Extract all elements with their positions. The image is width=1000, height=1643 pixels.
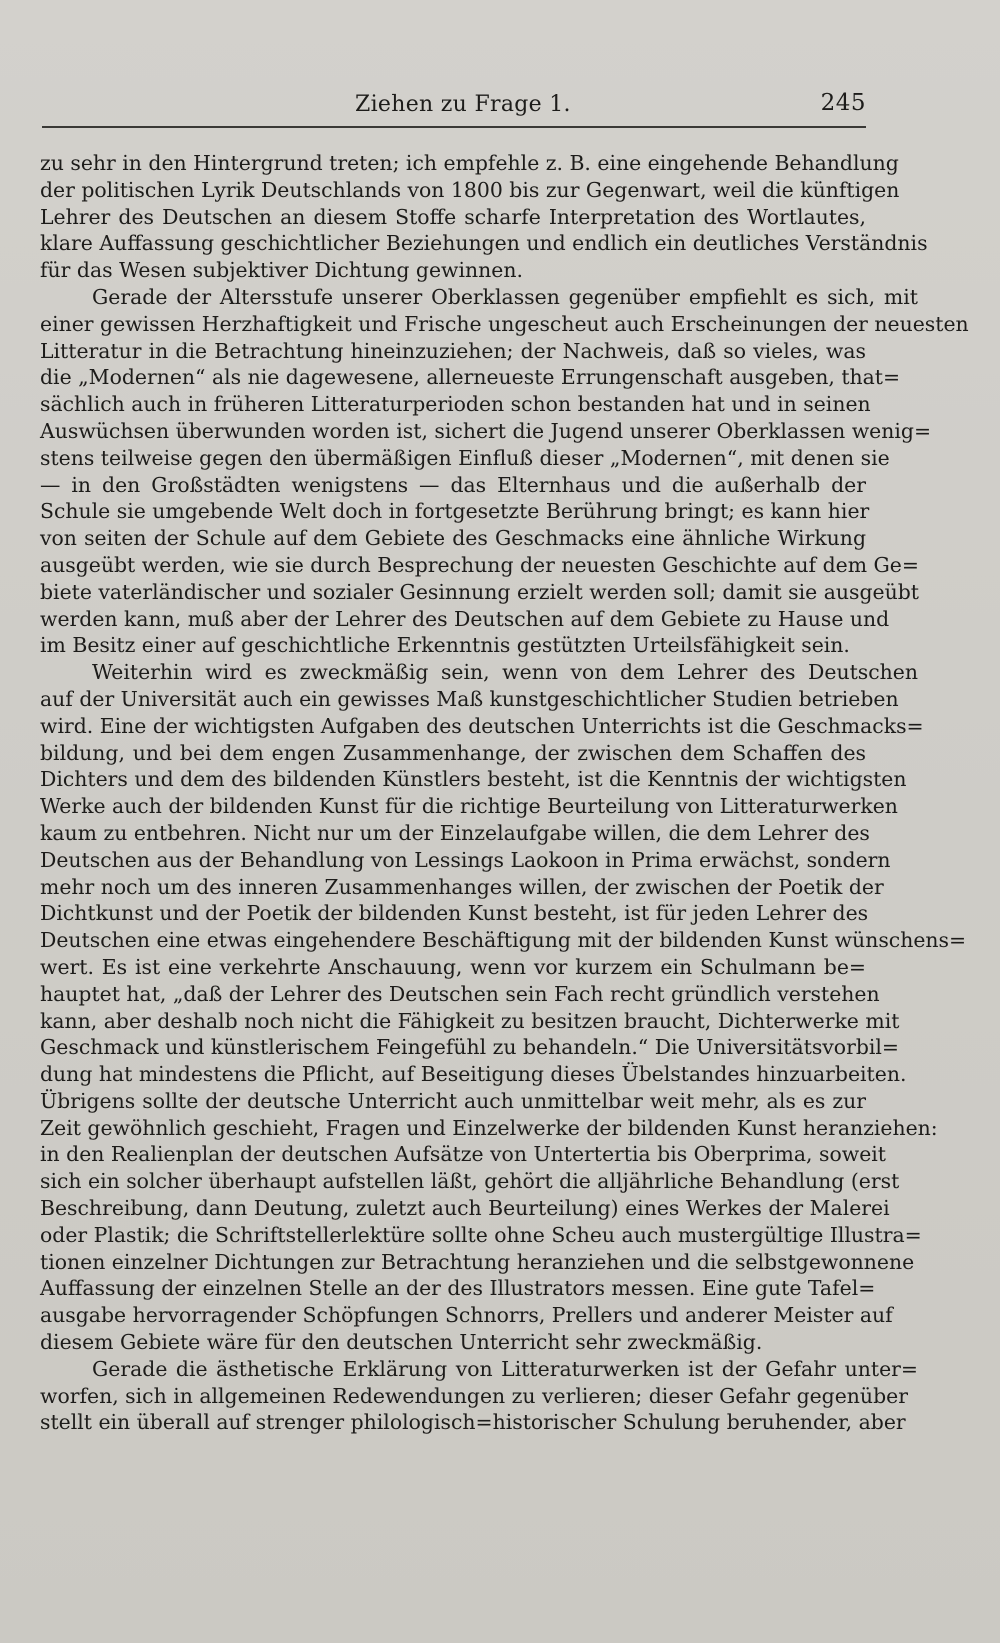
text-line: Lehrer des Deutschen an diesem Stoffe scharfe Interpretation des Wortlautes, — [40, 204, 866, 229]
text-line: Werke auch der bildenden Kunst für die richtige Beurteilung von Litteraturwerken — [40, 794, 898, 819]
text-line: ausgabe hervorragender Schöpfungen Schnorrs, Prellers und anderer Meister auf — [40, 1303, 893, 1328]
text-line: im Besitz einer auf geschichtliche Erkenntnis gestützten Urteilsfähigkeit sein. — [40, 633, 850, 658]
text-line: tionen einzelner Dichtungen zur Betrachtung heranziehen und die selbstgewonnene — [40, 1249, 915, 1274]
page-number: 245 — [820, 90, 866, 116]
text-line: Gerade der Altersstufe unserer Oberklassen gegenüber empfiehlt es sich, mit — [92, 284, 918, 309]
text-line: stellt ein überall auf strenger philologisch=historischer Schulung beruhender, aber — [40, 1410, 906, 1435]
text-line: sächlich auch in früheren Litteraturperioden schon bestanden hat und in seinen — [40, 392, 871, 417]
paragraph — [40, 150, 928, 284]
text-line: bildung, und bei dem engen Zusammenhange, der zwischen dem Schaffen des — [40, 740, 866, 765]
text-line: dung hat mindestens die Pflicht, auf Beseitigung dieses Übelstandes hinzuarbeiten. — [40, 1062, 907, 1087]
text-line: zu sehr in den Hintergrund treten; ich empfehle z. B. eine eingehende Behandlung — [40, 151, 899, 175]
text-line: hauptet hat, „daß der Lehrer des Deutschen sein Fach recht gründlich verstehen — [40, 981, 880, 1006]
text-line: biete vaterländischer und sozialer Gesinnung erzielt werden soll; damit sie ausgeübt — [40, 579, 919, 604]
text-line: diesem Gebiete wäre für den deutschen Unterricht sehr zweckmäßig. — [40, 1330, 763, 1355]
text-line: Dichters und dem des bildenden Künstlers besteht, ist die Kenntnis der wichtigsten — [40, 767, 907, 792]
text-line: sich ein solcher überhaupt aufstellen läßt, gehört die alljährliche Behandlung (erst — [40, 1169, 900, 1194]
text-line: auf der Universität auch ein gewisses Maß kunstgeschichtlicher Studien betrieben — [40, 686, 899, 711]
header-rule — [42, 126, 866, 128]
text-line: einer gewissen Herzhaftigkeit und Frische ungescheut auch Erscheinungen der neuesten — [40, 311, 969, 336]
text-line: Geschmack und künstlerischem Feingefühl zu behandeln.“ Die Universitätsvorbil= — [40, 1035, 900, 1060]
text-line: wert. Es ist eine verkehrte Anschauung, wenn vor kurzem ein Schulmann be= — [40, 954, 866, 979]
text-line: worfen, sich in allgemeinen Redewendungen zu verlieren; dieser Gefahr gegenüber — [40, 1383, 908, 1408]
paragraph — [40, 284, 969, 659]
paragraph — [40, 1356, 918, 1436]
text-line: ausgeübt werden, wie sie durch Besprechung der neuesten Geschichte auf dem Ge= — [40, 552, 919, 577]
text-line: oder Plastik; die Schriftstellerlektüre sollte ohne Scheu auch mustergültige Illustra= — [40, 1222, 922, 1247]
running-header — [40, 92, 866, 126]
text-line: werden kann, muß aber der Lehrer des Deutschen auf dem Gebiete zu Hause und — [40, 606, 890, 631]
text-line: klare Auffassung geschichtlicher Beziehungen und endlich ein deutliches Verständnis — [40, 231, 928, 256]
text-line: Deutschen aus der Behandlung von Lessings Laokoon in Prima erwächst, sondern — [40, 847, 891, 872]
text-line: in den Realienplan der deutschen Aufsätze von Untertertia bis Oberprima, soweit — [40, 1142, 886, 1167]
text-line: mehr noch um des inneren Zusammenhanges willen, der zwischen der Poetik der — [40, 874, 884, 899]
text-line: Zeit gewöhnlich geschieht, Fragen und Einzelwerke der bildenden Kunst heranziehen: — [40, 1115, 938, 1140]
text-line: Auswüchsen überwunden worden ist, sichert die Jugend unserer Oberklassen wenig= — [40, 418, 932, 443]
paragraph — [40, 659, 967, 1356]
text-line: — in den Großstädten wenigstens — das Elternhaus und die außerhalb der — [40, 472, 866, 497]
text-line: von seiten der Schule auf dem Gebiete des Geschmacks eine ähnliche Wirkung — [40, 526, 866, 551]
text-line: stens teilweise gegen den übermäßigen Einfluß dieser „Modernen“, mit denen sie — [40, 445, 890, 470]
text-line: Schule sie umgebende Welt doch in fortgesetzte Berührung bringt; es kann hier — [40, 499, 870, 524]
text-line: Auffassung der einzelnen Stelle an der des Illustrators messen. Eine gute Tafel= — [40, 1276, 876, 1301]
text-line: Dichtkunst und der Poetik der bildenden Kunst besteht, ist für jeden Lehrer des — [40, 901, 869, 926]
book-page — [40, 90, 969, 1612]
running-title: Ziehen zu Frage 1. — [355, 92, 571, 117]
body-text — [40, 150, 969, 1436]
text-line: Beschreibung, dann Deutung, zuletzt auch Beurteilung) eines Werkes der Malerei — [40, 1196, 890, 1221]
text-line: der politischen Lyrik Deutschlands von 1800 bis zur Gegenwart, weil die künftigen — [40, 177, 900, 202]
text-line: kaum zu entbehren. Nicht nur um der Einzelaufgabe willen, die dem Lehrer des — [40, 820, 870, 845]
text-line: Deutschen eine etwas eingehendere Beschäftigung mit der bildenden Kunst wünschens= — [40, 928, 967, 953]
text-line: für das Wesen subjektiver Dichtung gewinnen. — [40, 258, 523, 283]
text-line: Gerade die ästhetische Erklärung von Litteraturwerken ist der Gefahr unter= — [92, 1356, 918, 1381]
text-line: kann, aber deshalb noch nicht die Fähigkeit zu besitzen braucht, Dichterwerke mit — [40, 1008, 900, 1033]
text-line: Übrigens sollte der deutsche Unterricht auch unmittelbar weit mehr, als es zur — [40, 1088, 866, 1113]
text-line: Weiterhin wird es zweckmäßig sein, wenn von dem Lehrer des Deutschen — [92, 660, 918, 685]
text-line: wird. Eine der wichtigsten Aufgaben des deutschen Unterrichts ist die Geschmacks= — [40, 713, 924, 738]
text-line: Litteratur in die Betrachtung hineinzuziehen; der Nachweis, daß so vieles, was — [40, 338, 866, 363]
text-line: die „Modernen“ als nie dagewesene, allerneueste Errungenschaft ausgeben, that= — [40, 365, 901, 390]
